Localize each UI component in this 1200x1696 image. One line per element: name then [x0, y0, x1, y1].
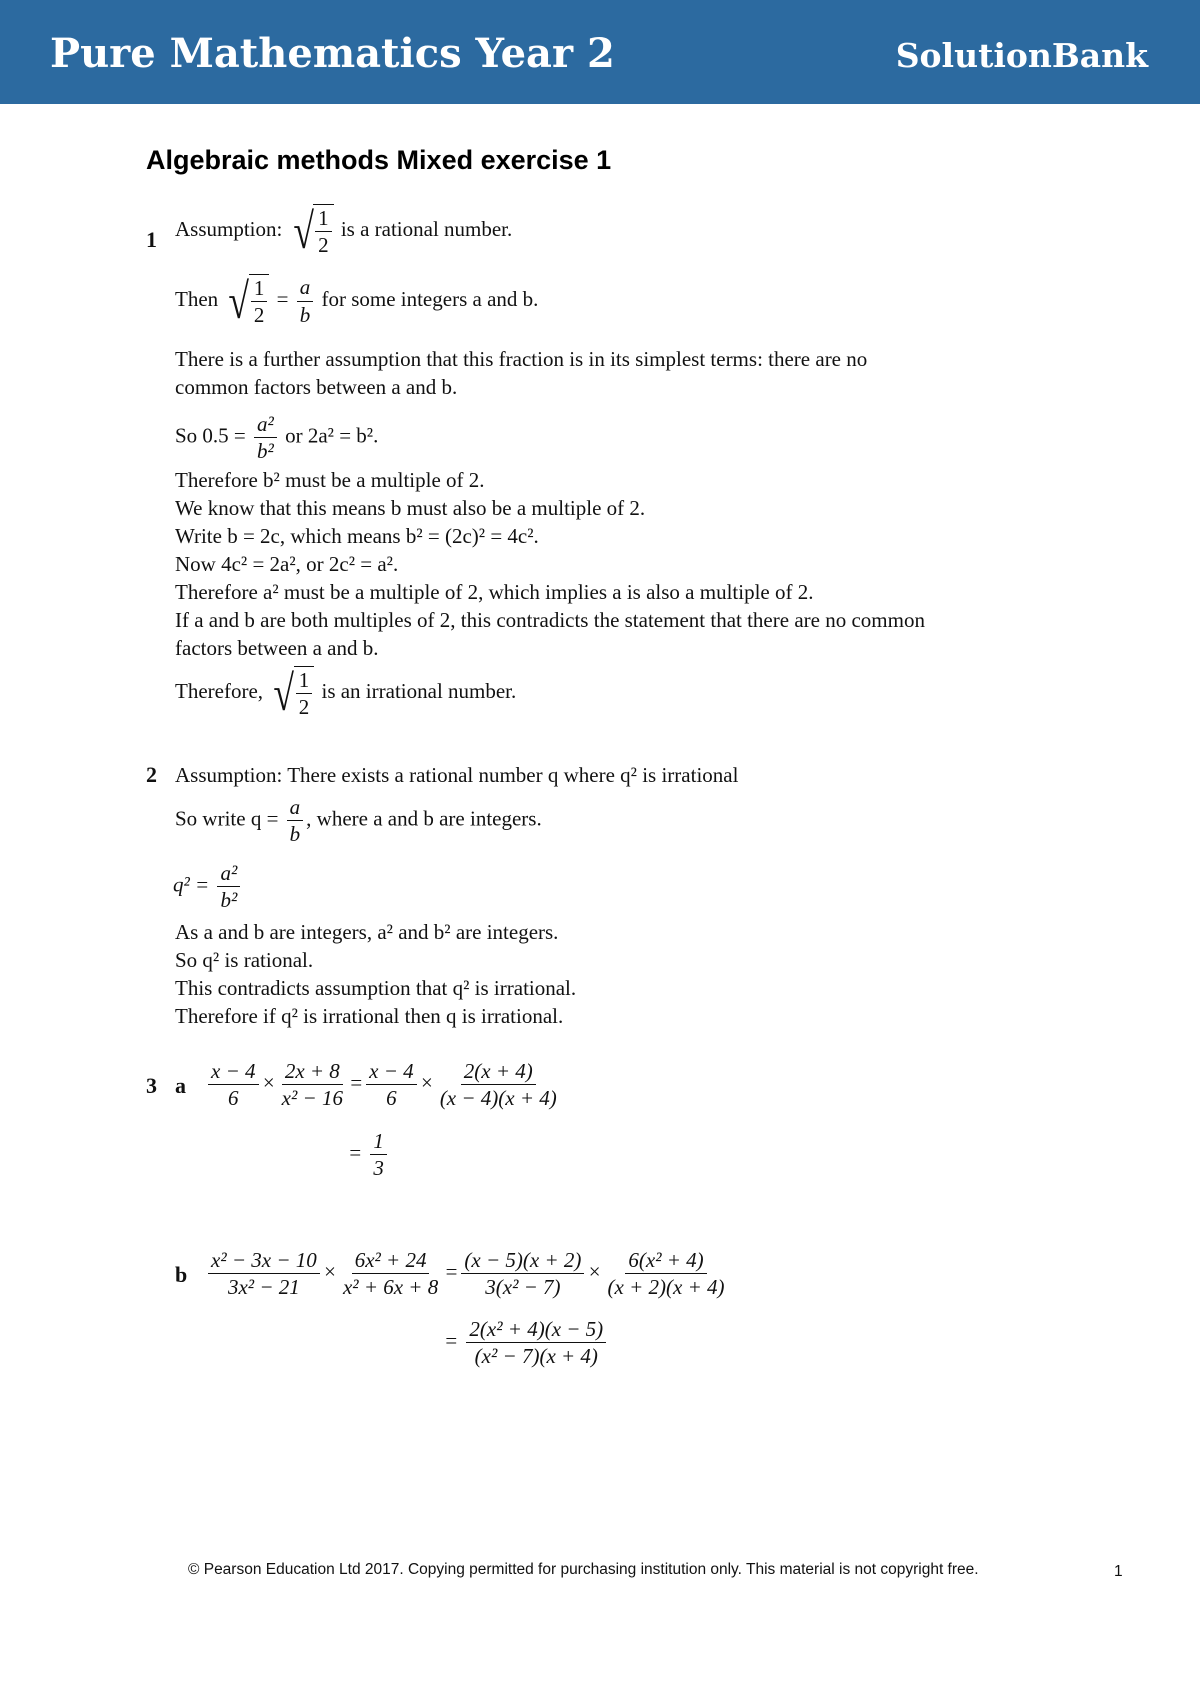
q1-line-5: Therefore a² must be a multiple of 2, which implies a is also a multiple of 2. [175, 580, 814, 604]
frac-den: 6 [386, 1086, 397, 1111]
frac-den: b² [220, 888, 238, 913]
q3b-fraction-3 [461, 1249, 584, 1298]
q1-then-label: Then [175, 286, 219, 311]
q2-line-3: This contradicts assumption that q² is irrational. [175, 976, 577, 1000]
q2-so-write-rest: , where a and b are integers. [306, 806, 542, 831]
copyright-footer: © Pearson Education Ltd 2017. Copying permitted for purchasing institution only. This material is not copyright free. [188, 1561, 979, 1578]
sqrt-num: 1 [315, 207, 332, 232]
book-title: Pure Mathematics Year 2 [50, 30, 615, 77]
frac-den: b [299, 302, 311, 327]
q1-so-rest: or 2a² = b². [285, 423, 379, 448]
question-number-1: 1 [146, 227, 157, 252]
q3a-fraction-2 [279, 1060, 346, 1109]
frac-num: a² [217, 862, 240, 887]
q3b-result-fraction [466, 1318, 606, 1367]
sqrt-den: 2 [318, 233, 329, 258]
brand-logo-text: SolutionBank [895, 36, 1148, 75]
times-sign: × [261, 1070, 276, 1095]
sqrt-half-1: √ $\frac{1}{2}$ [290, 204, 334, 258]
sqrt-num: 1 [251, 277, 268, 302]
q3b-result-line [444, 1318, 609, 1367]
equals-sign: = [348, 1070, 364, 1095]
frac-den: 3 [373, 1156, 384, 1181]
q1-line-2: We know that this means b must also be a multiple of 2. [175, 496, 646, 520]
q2-assumption: Assumption: There exists a rational number q where q² is irrational [175, 763, 739, 787]
q2-line-2: So q² is rational. [175, 948, 314, 972]
frac-den: (x + 2)(x + 4) [607, 1275, 725, 1300]
q3a-fraction-1 [208, 1060, 259, 1109]
q1-so-label: So 0.5 = [175, 423, 246, 448]
q2-lhs: q² = [173, 872, 210, 897]
frac-num: a [287, 796, 304, 821]
frac-num: a [297, 276, 314, 301]
q3a-result-line [348, 1130, 390, 1179]
q3-part-b-label: b [175, 1262, 188, 1287]
frac-num: x² − 3x − 10 [208, 1249, 320, 1274]
fraction-a-over-b [297, 276, 314, 325]
sqrt-half-3: √ $\frac{1}{2}$ [270, 666, 314, 720]
q1-line-6: If a and b are both multiples of 2, this contradicts the statement that there are no common [175, 608, 925, 632]
q1-further-1: There is a further assumption that this fraction is in its simplest terms: there are no [175, 347, 868, 371]
q3a-fraction-3 [366, 1060, 417, 1109]
q3b-fraction-1 [208, 1249, 320, 1298]
sqrt-half-2: √ $\frac{1}{2}$ [225, 274, 269, 328]
header-banner [0, 0, 1200, 104]
frac-num: 2(x + 4) [461, 1060, 536, 1085]
q1-assumption-rest: is a rational number. [340, 216, 513, 241]
frac-den: 3x² − 21 [227, 1275, 300, 1300]
fraction-a-over-b [287, 796, 304, 845]
frac-num: 2x + 8 [282, 1060, 343, 1085]
q2-q-squared-line [173, 862, 243, 911]
frac-num: (x − 5)(x + 2) [461, 1249, 584, 1274]
sqrt-num: 1 [296, 669, 313, 694]
q3a-fraction-4 [437, 1060, 560, 1109]
frac-num: 2(x² + 4)(x − 5) [466, 1318, 606, 1343]
frac-num: a² [254, 413, 277, 438]
frac-num: 1 [370, 1130, 387, 1155]
page-title: Algebraic methods Mixed exercise 1 [146, 145, 612, 175]
question-number-2: 2 [146, 762, 157, 787]
frac-den: b² [257, 439, 274, 464]
frac-num: x − 4 [208, 1060, 259, 1085]
frac-num: 6x² + 24 [352, 1249, 430, 1274]
q1-line-1: Therefore b² must be a multiple of 2. [175, 468, 485, 492]
q1-so-line [175, 413, 378, 462]
sqrt-den: 2 [298, 695, 310, 720]
q3b-fraction-2 [340, 1249, 441, 1298]
q1-line-4: Now 4c² = 2a², or 2c² = a². [175, 552, 399, 576]
frac-den: x² + 6x + 8 [342, 1275, 439, 1300]
q1-conclusion-rest: is an irrational number. [321, 678, 517, 703]
q1-line-7: factors between a and b. [175, 636, 379, 660]
q1-then-rest: for some integers a and b. [321, 286, 539, 311]
q3b-fraction-4 [605, 1249, 728, 1298]
q1-then-line: Then √ $\frac{1}{2}$ = $\frac{a}{b}$ for some integers a and b. [175, 273, 539, 329]
q1-further-2: common factors between a and b. [175, 375, 458, 399]
frac-den: (x − 4)(x + 4) [439, 1086, 557, 1111]
q2-line-1: As a and b are integers, a² and b² are integers. [175, 920, 559, 944]
frac-den: x² − 16 [281, 1086, 343, 1111]
q1-conclusion-label: Therefore, [175, 678, 264, 703]
frac-num: 6(x² + 4) [625, 1249, 706, 1274]
q1-conclusion-line [175, 666, 516, 720]
q1-assumption-label: Assumption: [175, 216, 283, 241]
q3b-equation-line [205, 1249, 731, 1298]
sqrt-den: 2 [253, 303, 265, 328]
fraction-a2-over-b2 [217, 862, 240, 911]
times-sign: × [322, 1259, 337, 1284]
frac-den: 6 [228, 1086, 239, 1111]
q3a-equation-line [205, 1060, 563, 1109]
frac-den: 3(x² − 7) [485, 1275, 561, 1300]
q3-part-a-label: a [175, 1073, 186, 1098]
equals-sign: = [348, 1140, 363, 1165]
fraction-a2-over-b2 [254, 413, 277, 462]
times-sign: × [419, 1070, 434, 1095]
q3a-result-fraction [370, 1130, 387, 1179]
frac-den: b [289, 822, 301, 847]
equals-sign: = [444, 1259, 459, 1284]
times-sign: × [587, 1259, 602, 1284]
page-number: 1 [1114, 1563, 1123, 1580]
q2-so-write-label: So write q = [175, 806, 279, 831]
q2-so-write-line [175, 796, 542, 845]
question-number-3: 3 [146, 1073, 157, 1098]
q1-line-3: Write b = 2c, which means b² = (2c)² = 4c². [175, 524, 539, 548]
frac-den: (x² − 7)(x + 4) [474, 1344, 598, 1369]
q1-assumption-line [175, 204, 512, 258]
frac-num: x − 4 [366, 1060, 417, 1085]
q2-line-4: Therefore if q² is irrational then q is irrational. [175, 1004, 564, 1028]
equals-sign: = [444, 1328, 459, 1353]
